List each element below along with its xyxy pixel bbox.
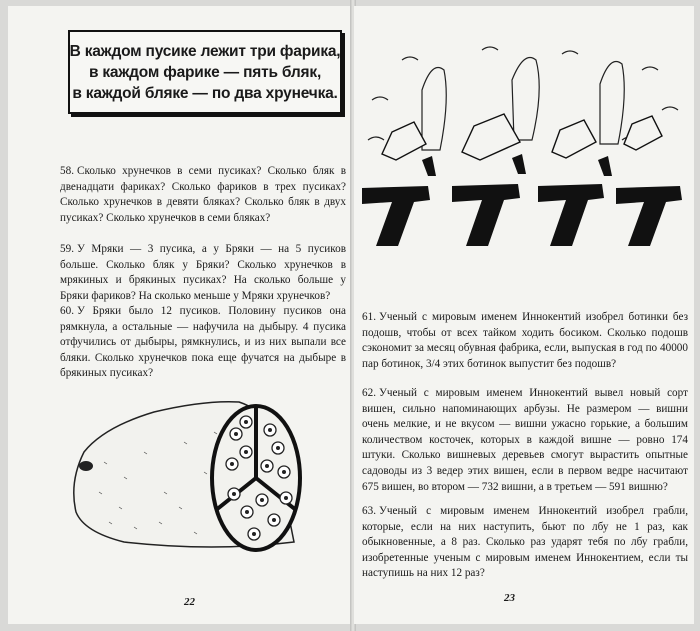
problem-number: 61.: [362, 311, 376, 323]
problem-text: Ученый с мировым именем Иннокентий вывел новый сорт вишен, сильно напоминающих арбузы. Не размером — вишни очень мелкие, и не вкусом — вишни ужасно горькие, а большим количеством косточек, которых в каждой вишне — ровно 174 штуки. Сколько вишневых деревьев смогут вырастить опытные садоводы из 3 ведер этих вишен, если в первом ведре насчитают 675 вишен, во втором — 732 вишни, а в третьем — 591 вишню?: [362, 387, 688, 493]
left-page: [8, 6, 352, 624]
problem-61: [362, 310, 688, 372]
problem-63: [362, 504, 688, 582]
sack-illustration: [64, 382, 314, 562]
problem-text: Ученый с мировым именем Иннокентий изобрел грабли, которые, если на них наступить, бьют по лбу не 1 раз, как обыкновенные, а 8 раз. Сколько раз ударят тебя по лбу грабли, изобретенные ученым с мировым именем Иннокентием, если ты наступишь на них 12 раз?: [362, 505, 688, 580]
problem-text: У Бряки было 12 пусиков. Половину пусиков она рямкнула, а остальные — нафучила на дыбыру. 4 пусика отфучились от дыбыры, рямкнулись, и из них выпали все бляки. Сколько хрунечков пока еще фучатся на дыбыре в брякиных пусиках?: [60, 305, 346, 380]
problem-text: Сколько хрунечков в семи пусиках? Сколько бляк в двенадцати фариках? Сколько фариков в трех пусиках? Сколько хрунечков в девяти бляках? Сколько бляк в двух пусиках? Сколько хрунечков в семи бляках?: [60, 165, 346, 224]
problem-62: [362, 386, 688, 495]
rule-line-2: в каждом фарике — пять бляк,: [88, 63, 322, 81]
rule-box: [68, 30, 342, 114]
problem-text: У Мряки — 3 пусика, а у Бряки — на 5 пусиков больше. Сколько бляк у Бряки? Сколько хрунечков в мрякиных и брякиных пусиках? На сколько больше у Бряки фариков? На сколько меньше у Мряки хрунечков?: [60, 243, 346, 302]
problem-58: [60, 164, 346, 226]
problem-60: [60, 304, 346, 382]
problem-text: Ученый с мировым именем Иннокентий изобрел ботинки без подошв, чтобы от всех тайком ходить босиком. Сколько подошв сэкономит за месяц обувная фабрика, если, выпуская в год по 40000 пар ботинок, 3/4 этих ботинок выпустит без подошв?: [362, 311, 688, 370]
problem-59: [60, 242, 346, 304]
problem-number: 60.: [60, 305, 74, 317]
page-number-left: 22: [184, 596, 195, 608]
walkers-illustration: [362, 40, 684, 262]
rule-line-1: В каждом пусике лежит три фарика,: [69, 42, 341, 60]
problem-number: 59.: [60, 243, 74, 255]
problem-number: 62.: [362, 387, 376, 399]
right-page: [354, 6, 694, 624]
problem-number: 58.: [60, 165, 74, 177]
page-number-right: 23: [504, 592, 515, 604]
problem-number: 63.: [362, 505, 376, 517]
rule-line-3: в каждой бляке — по два хрунечка.: [72, 84, 338, 102]
